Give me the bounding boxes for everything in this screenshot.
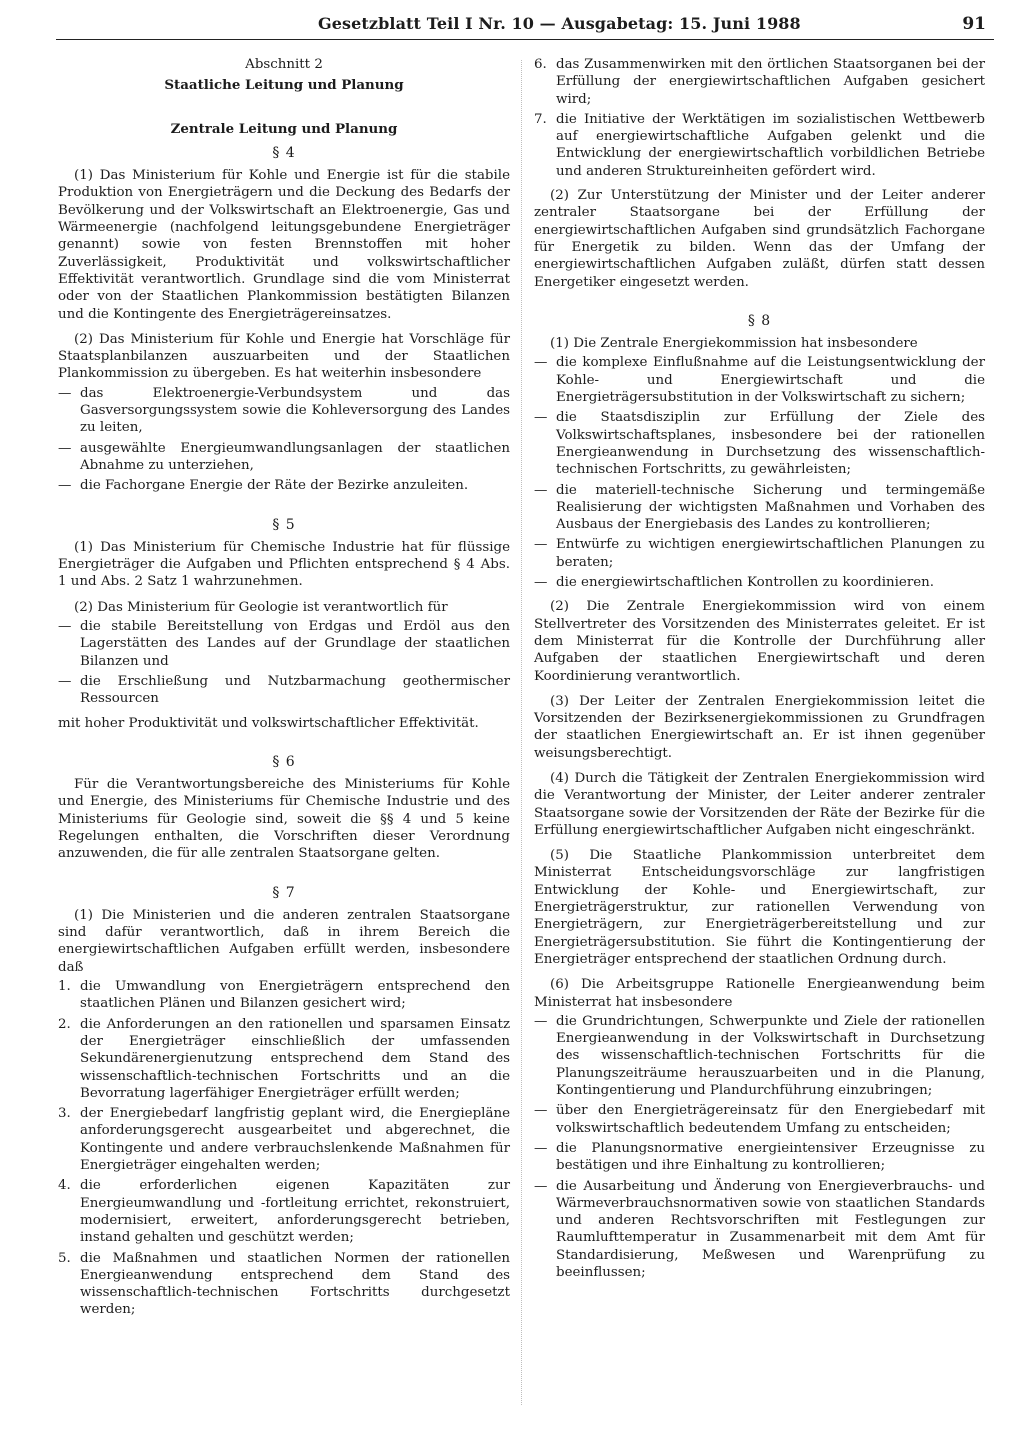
section-8-para-4: (4) Durch die Tätigkeit der Zentralen Energiekommission wird die Verantwortung der Minister, der Leiter anderer zentraler Staatsorgane sowie der Vorsitzenden der Räte der Bezirke für die Erfüllung energiewirtschaftlicher Aufgaben nicht eingeschränkt. (534, 770, 985, 838)
list-item: 1. die Umwandlung von Energieträgern entsprechend den staatlichen Plänen und Bilanzen gesichert wird; (58, 979, 510, 1012)
right-column (534, 56, 985, 1288)
list-item: — die Staatsdisziplin zur Erfüllung der Ziele des Volkswirtschaftsplanes, insbesondere bei der rationellen Energieanwendung in Durchsetzung des wissenschaftlich-technischen Fortschritts, zu gewährleisten; (534, 410, 985, 478)
section-8-para-2: (2) Die Zentrale Energiekommission wird von einem Stellvertreter des Vorsitzenden des Ministerrates geleitet. Er ist dem Ministerrat für die Kontrolle der Durchführung aller Aufgaben der staatlichen Energiewirtschaft und deren Koordinierung verantwortlich. (534, 599, 985, 684)
list-item: — über den Energieträgereinsatz für den Energiebedarf mit volkswirtschaftlich bedeutendem Umfang zu entscheiden; (534, 1103, 985, 1136)
section-4-para-2: (2) Das Ministerium für Kohle und Energie hat Vorschläge für Staatsplanbilanzen auszuarbeiten und der Staatlichen Plankommission zu übergeben. Es hat weiterhin insbesondere (58, 331, 510, 382)
header-rule (56, 39, 994, 40)
section-8-sign: § 8 (747, 312, 772, 329)
page-number: 91 (962, 14, 986, 34)
section-4-sign: § 4 (272, 144, 296, 161)
left-column (58, 56, 510, 1326)
list-item: 7. die Initiative der Werktätigen im sozialistischen Wettbewerb auf energiewirtschaftliche Aufgaben gelenkt und die Entwicklung der energiewirtschaftlich vorbildlichen Betriebe und anderen Struktureinheiten gefördert wird. (534, 111, 985, 179)
header-title: Gesetzblatt Teil I Nr. 10 — Ausgabetag: 15. Juni 1988 (318, 14, 801, 33)
list-item: 4. die erforderlichen eigenen Kapazitäten zur Energieumwandlung und -fortleitung errichtet, rekonstruiert, modernisiert, erweitert, anforderungsgerecht betrieben, instand gehalten und geschützt werden; (58, 1178, 510, 1246)
section-6-para-1: Für die Verantwortungsbereiche des Ministeriums für Kohle und Energie, des Ministeriums für Chemische Industrie und des Ministeriums für Geologie sind, soweit die §§ 4 und 5 keine Regelungen enthalten, die Vorschriften dieser Verordnung anzuwenden, die für alle zentralen Staatsorgane gelten. (58, 777, 510, 862)
list-item: — die Grundrichtungen, Schwerpunkte und Ziele der rationellen Energieanwendung in der Volkswirtschaft in Durchsetzung des wissenschaftlich-technischen Fortschritts für die Planungszeiträume herauszuarbeiten und in die Planung, Kontingentierung und Plandurchführung einzubringen; (534, 1013, 985, 1099)
section-4-list (58, 385, 510, 495)
list-item: 5. die Maßnahmen und staatlichen Normen der rationellen Energieanwendung entsprechend dem Stand des wissenschaftlich-technischen Fortschritts durchgesetzt werden; (58, 1250, 510, 1318)
list-item: — die komplexe Einflußnahme auf die Leistungsentwicklung der Kohle- und Energiewirtschaft und die Energieträgersubstitution in der Volkswirtschaft zu sichern; (534, 355, 985, 406)
list-item: — Entwürfe zu wichtigen energiewirtschaftlichen Planungen zu beraten; (534, 537, 985, 570)
subheading: Zentrale Leitung und Planung (170, 120, 398, 137)
list-item: — die energiewirtschaftlichen Kontrollen zu koordinieren. (534, 575, 935, 591)
list-item: 2. die Anforderungen an den rationellen und sparsamen Einsatz der Energieträger einschließlich der umfassenden Sekundärenergienutzung entsprechend dem Stand des wissenschaftlich-technischen Fortschritts und an die Bevorratung lagerfähiger Energieträger erfüllt werden; (58, 1016, 510, 1101)
section-6-sign: § 6 (272, 753, 296, 770)
list-item: — ausgewählte Energieumwandlungsanlagen der staatlichen Abnahme zu unterziehen, (58, 440, 510, 473)
section-7-sign: § 7 (272, 884, 296, 901)
list-item: — die Erschließung und Nutzbarmachung geothermischer Ressourcen (58, 673, 510, 707)
list-item: — die Planungsnormative energieintensiver Erzeugnisse zu bestätigen und ihre Einhaltung zu kontrollieren; (534, 1140, 985, 1174)
list-item: — die Fachorgane Energie der Räte der Bezirke anzuleiten. (58, 478, 469, 494)
section-7-para-1: (1) Die Ministerien und die anderen zentralen Staatsorgane sind dafür verantwortlich, daß in ihrem Bereich die energiewirtschaftlichen Aufgaben erfüllt werden, insbesondere daß (58, 907, 510, 975)
section-7-para-2: (2) Zur Unterstützung der Minister und der Leiter anderer zentraler Staatsorgane bei der Erfüllung der energiewirtschaftlichen Aufgaben sind grundsätzlich Fachorgane für Energetik zu bilden. Wenn das der Umfang der energiewirtschaftlichen Aufgaben zuläßt, dürfen statt dessen Energetiker eingesetzt werden. (534, 188, 985, 290)
column-divider (521, 60, 522, 1405)
section-4-para-1: (1) Das Ministerium für Kohle und Energie ist für die stabile Produktion von Energieträgern und die Deckung des Bedarfs der Bevölkerung und der Volkswirtschaft an Elektroenergie, Gas und Wärmeenergie (nachfolgend leitungsgebundene Energieträger genannt) sowie von festen Brennstoffen mit hoher Zuverlässigkeit, Produktivität und volkswirtschaftlicher Effektivität verantwortlich. Grundlage sind die vom Ministerrat oder von der Staatlichen Plankommission bestätigten Bilanzen und die Kontingente des Energieträgereinsatzes. (58, 168, 510, 322)
list-item: — das Elektroenergie-Verbundsystem und das Gasversorgungssystem sowie die Kohleversorgung des Landes zu leiten, (58, 385, 510, 436)
section-8-para-6: (6) Die Arbeitsgruppe Rationelle Energieanwendung beim Ministerrat hat insbesondere (534, 977, 985, 1010)
abschnitt-heading: Abschnitt 2 (245, 57, 323, 72)
section-8-list-2 (534, 1013, 985, 1281)
section-5-sign: § 5 (272, 516, 296, 533)
section-7-list-continued (534, 56, 985, 180)
section-8-para-1: (1) Die Zentrale Energiekommission hat insbesondere (550, 336, 918, 352)
list-item: 6. das Zusammenwirken mit den örtlichen Staatsorganen bei der Erfüllung der energiewirtschaftlichen Aufgaben gesichert wird; (534, 57, 985, 107)
list-item: — die stabile Bereitstellung von Erdgas und Erdöl aus den Lagerstätten des Landes auf der Grundlage der staatlichen Bilanzen und (58, 619, 510, 669)
page-header (56, 14, 994, 40)
section-5-closing: mit hoher Produktivität und volkswirtschaftlicher Effektivität. (58, 715, 479, 731)
section-8-list-1 (534, 354, 985, 591)
abschnitt-title: Staatliche Leitung und Planung (164, 77, 404, 94)
list-item: — die materiell-technische Sicherung und termingemäße Realisierung der wichtigsten Maßnahmen und Vorhaben des Ausbaus der Energiebasis des Landes zu kontrollieren; (534, 482, 985, 533)
section-7-list (58, 978, 510, 1319)
section-8-para-3: (3) Der Leiter der Zentralen Energiekommission leitet die Vorsitzenden der Bezirksenergiekommissionen zu Grundfragen der staatlichen Energiewirtschaft an. Er ist ihnen gegenüber weisungsberechtigt. (534, 693, 985, 761)
section-8-para-5: (5) Die Staatliche Plankommission unterbreitet dem Ministerrat Entscheidungsvorschläge zur langfristigen Entwicklung der Kohle- und Energiewirtschaft, zur Energieträgerstruktur, zur rationellen Verwendung von Energieträgern, zur Energieträgerbereitstellung und zur Energieträgersubstitution. Sie führt die Kontingentierung der Energieträger entsprechend der staatlichen Ordnung durch. (534, 848, 985, 967)
list-item: — die Ausarbeitung und Änderung von Energieverbrauchs- und Wärmeverbrauchsnormativen sowie von staatlichen Standards und anderen Rechtsvorschriften mit Festlegungen zur Raumlufttemperatur in Zusammenarbeit mit dem Amt für Standardisierung, Meßwesen und Warenprüfung zu beeinflussen; (534, 1178, 985, 1280)
section-5-list (58, 618, 510, 707)
section-5-para-1: (1) Das Ministerium für Chemische Industrie hat für flüssige Energieträger die Aufgaben und Pflichten entsprechend § 4 Abs. 1 und Abs. 2 Satz 1 wahrzunehmen. (58, 539, 510, 590)
section-5-para-2: (2) Das Ministerium für Geologie ist verantwortlich für (74, 599, 448, 615)
list-item: 3. der Energiebedarf langfristig geplant wird, die Energiepläne anforderungsgerecht ausgearbeitet und abgerechnet, die Kontingente und andere verbrauchslenkende Maßnahmen für Energieträger eingehalten werden; (58, 1106, 510, 1174)
